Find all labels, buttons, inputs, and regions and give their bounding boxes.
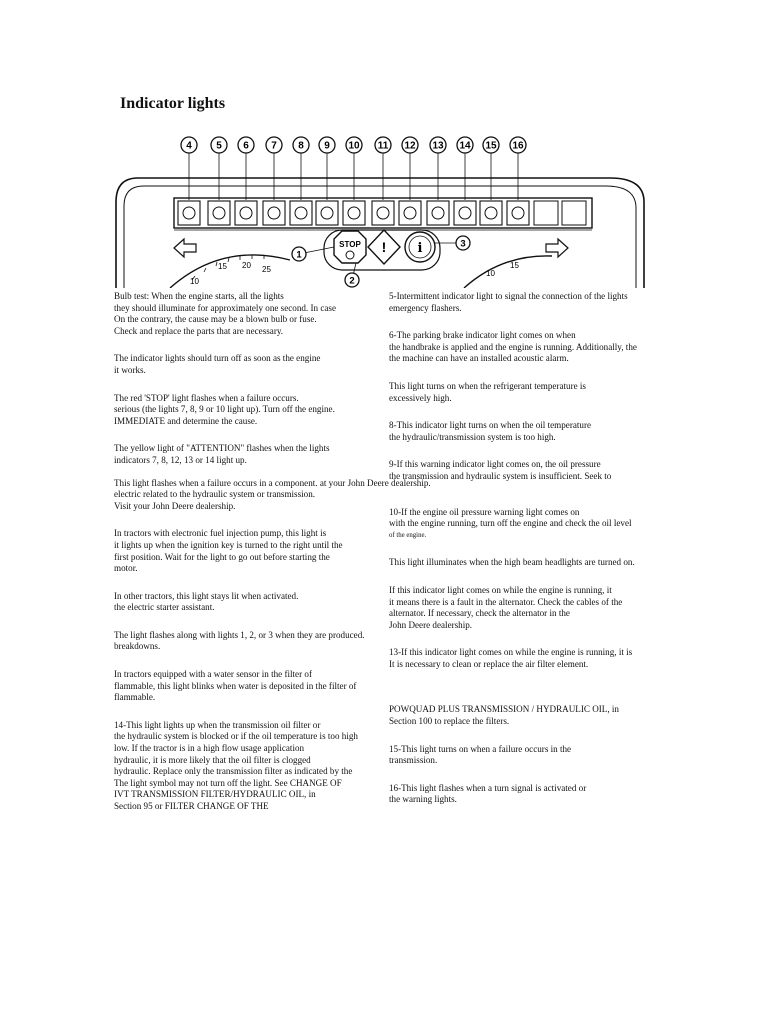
text-line: hydraulic. Replace only the transmission filter as indicated by the [114,766,353,777]
gauge-tick-label: 15 [218,262,227,271]
paragraph [114,669,386,704]
text-line: it lights up when the ignition key is turned to the right until the [114,539,343,550]
text-line: The light flashes along with lights 1, 2, or 3 when they are produced. [114,629,365,640]
text-line: John Deere dealership. [389,619,473,630]
callout-number: 5 [216,140,222,152]
callout-number: 8 [298,140,304,152]
callout-number: 15 [485,140,497,152]
text-line: It is necessary to clean or replace the air filter element. [389,658,589,669]
text-line: The yellow light of "ATTENTION" flashes when the lights [114,443,330,454]
text-line: low. If the tractor is in a high flow usage application [114,743,305,754]
text-line: The red 'STOP' light flashes when a failure occurs. [114,392,299,403]
indicator-lamp [454,201,476,225]
callout-16 [510,137,526,200]
callout-number: 4 [186,140,192,152]
callout-number: 16 [512,140,524,152]
indicator-lamp [316,201,338,225]
text-line: the hydraulic system is blocked or if the oil temperature is too high [114,731,358,742]
text-line: excessively high. [389,392,452,403]
text-line: Bulb test: When the engine starts, all the lights [114,291,284,301]
callout-5 [211,137,227,200]
callout-2 [345,263,359,287]
text-line: serious (the lights 7, 8, 9 or 10 light up). Turn off the engine. [114,404,335,415]
instrument-panel-diagram [112,130,648,288]
empty-lamp-cell [562,201,586,225]
indicator-lamp [263,201,285,225]
text-line: the handbrake is applied and the engine is running. Additionally, the [389,341,637,352]
right-text-column [389,291,657,806]
paragraph [389,557,657,569]
indicator-lamp [235,201,257,225]
text-line: breakdowns. [114,641,161,652]
text-line: POWQUAD PLUS TRANSMISSION / HYDRAULIC OIL, in [389,704,619,715]
callout-9 [319,137,335,200]
paragraph [389,291,657,314]
gauge-tick-label: 10 [486,269,495,278]
callout-number: 2 [349,275,355,287]
text-line: emergency flashers. [389,302,462,313]
paragraph [389,330,657,365]
text-line: On the contrary, the cause may be a blown bulb or fuse. [114,314,317,325]
text-line: hydraulic, it is more likely that the oil filter is clogged [114,754,311,765]
text-line: 6-The parking brake indicator light comes on when [389,330,576,341]
paragraph [114,353,386,376]
paragraph [389,647,657,670]
text-line: Section 100 to replace the filters. [389,716,510,727]
indicator-lamp-row [178,201,529,225]
text-line: In tractors with electronic fuel injection pump, this light is [114,528,327,539]
callout-number: 9 [324,140,330,152]
paragraph [114,393,386,428]
text-line: Section 95 or FILTER CHANGE OF THE [114,801,269,811]
paragraph [114,291,386,337]
indicator-lamp [372,201,394,225]
text-line: the machine can have an installed acoustic alarm. [389,353,569,364]
callout-12 [402,137,418,200]
text-line: Visit your John Deere dealership. [114,500,236,511]
indicator-lamp [399,201,421,225]
text-line: the transmission and hydraulic system is insufficient. Seek to [389,470,612,481]
callout-number: 7 [271,140,277,152]
text-line: In other tractors, this light stays lit when activated. [114,590,299,601]
callout-number: 11 [377,140,389,152]
text-line: 14-This light lights up when the transmission oil filter or [114,719,321,730]
left-gauge-ticks [192,255,264,280]
paragraph [389,585,657,631]
console-outline [116,178,644,288]
callout-6 [238,137,254,200]
text-line: In tractors equipped with a water sensor in the filter of [114,669,312,680]
text-line: they should illuminate for approximately one second. In case [114,302,336,313]
paragraph [389,381,657,404]
paragraph [114,591,386,614]
indicator-lamp [507,201,529,225]
gauge-tick-label: 15 [510,261,519,270]
paragraph [389,507,657,542]
callout-15 [483,137,499,200]
indicator-lamp [427,201,449,225]
empty-lamp-cell [534,201,558,225]
text-line: it works. [114,364,146,375]
left-gauge-outline [170,255,290,288]
text-line: 8-This indicator light turns on when the oil temperature [389,420,592,431]
indicator-lamp [290,201,312,225]
text-line: first position. Wait for the light to go out before starting the [114,551,330,562]
text-line: with the engine running, turn off the engine and check the oil level [389,518,632,529]
indicator-lamp [178,201,200,225]
callout-number: 14 [459,140,471,152]
callout-8 [293,137,309,200]
text-line: alternator. If necessary, check the alternator in the [389,608,570,619]
callout-number: 13 [432,140,444,152]
callout-number: 12 [404,140,416,152]
text-line: IVT TRANSMISSION FILTER/HYDRAULIC OIL, in [114,789,316,800]
paragraph [114,477,431,513]
callout-4 [181,137,197,200]
callout-number: 10 [348,140,360,152]
paragraph [114,528,386,574]
stop-label: STOP [339,240,361,249]
text-line: flammable, this light blinks when water is deposited in the filter of [114,680,357,691]
gauge-tick-label: 25 [262,265,271,274]
text-line: Check and replace the parts that are necessary. [114,325,284,336]
gauge-tick-label: 10 [190,277,199,286]
text-line: 13-If this indicator light comes on while the engine is running, it is [389,647,633,658]
text-line: IMMEDIATE and determine the cause. [114,415,258,426]
paragraph [389,459,657,482]
text-line: 16-This light flashes when a turn signal is activated or [389,782,587,793]
text-line: If this indicator light comes on while the engine is running, it [389,584,612,595]
callout-14 [457,137,473,200]
text-line: This light illuminates when the high beam headlights are turned on. [389,557,635,568]
callout-13 [430,137,446,200]
text-line: The indicator lights should turn off as soon as the engine [114,353,321,364]
text-line: This light flashes when a failure occurs in a component. at your John Deere dealership. [114,477,431,488]
info-icon: i [417,241,423,256]
callout-number: 1 [296,249,302,261]
callout-1 [292,247,334,261]
text-line: it means there is a fault in the alternator. Check the cables of the [389,596,623,607]
paragraph [389,420,657,443]
indicator-lamp [480,201,502,225]
indicator-lamp [208,201,230,225]
text-line: transmission. [389,755,438,766]
callout-number: 3 [460,238,466,250]
left-turn-arrow-icon [174,239,196,257]
paragraph [389,704,657,727]
gauge-tick-label: 20 [242,261,251,270]
page-title: Indicator lights [120,95,226,112]
top-callouts [181,137,526,200]
paragraph [114,443,386,466]
text-line: motor. [114,563,138,574]
text-line: the hydraulic/transmission system is too high. [389,431,556,442]
paragraph [114,630,386,653]
right-turn-arrow-icon [546,239,568,257]
paragraph [389,744,657,767]
text-line: 9-If this warning indicator light comes on, the oil pressure [389,459,601,470]
callout-10 [346,137,362,200]
text-line: The light symbol may not turn off the light. See CHANGE OF [114,777,342,788]
text-line: This light turns on when the refrigerant temperature is [389,380,586,391]
text-line: 15-This light turns on when a failure occurs in the [389,743,572,754]
text-line: 10-If the engine oil pressure warning light comes on [389,506,580,517]
text-line: electric related to the hydraulic system or transmission. [114,489,316,500]
right-gauge-outline [464,256,552,288]
text-line: the electric starter assistant. [114,602,215,613]
callout-number: 6 [243,140,249,152]
callout-11 [375,137,391,200]
text-line: 5-Intermittent indicator light to signal the connection of the lights [389,291,628,301]
paragraph [114,720,386,813]
paragraph [389,783,657,806]
indicator-lamp [343,201,365,225]
exclamation-icon: ! [381,239,387,255]
text-line: flammable. [114,692,156,703]
text-line: the warning lights. [389,794,457,805]
text-line: of the engine. [389,531,427,539]
text-line: indicators 7, 8, 12, 13 or 14 light up. [114,454,247,465]
callout-7 [266,137,282,200]
